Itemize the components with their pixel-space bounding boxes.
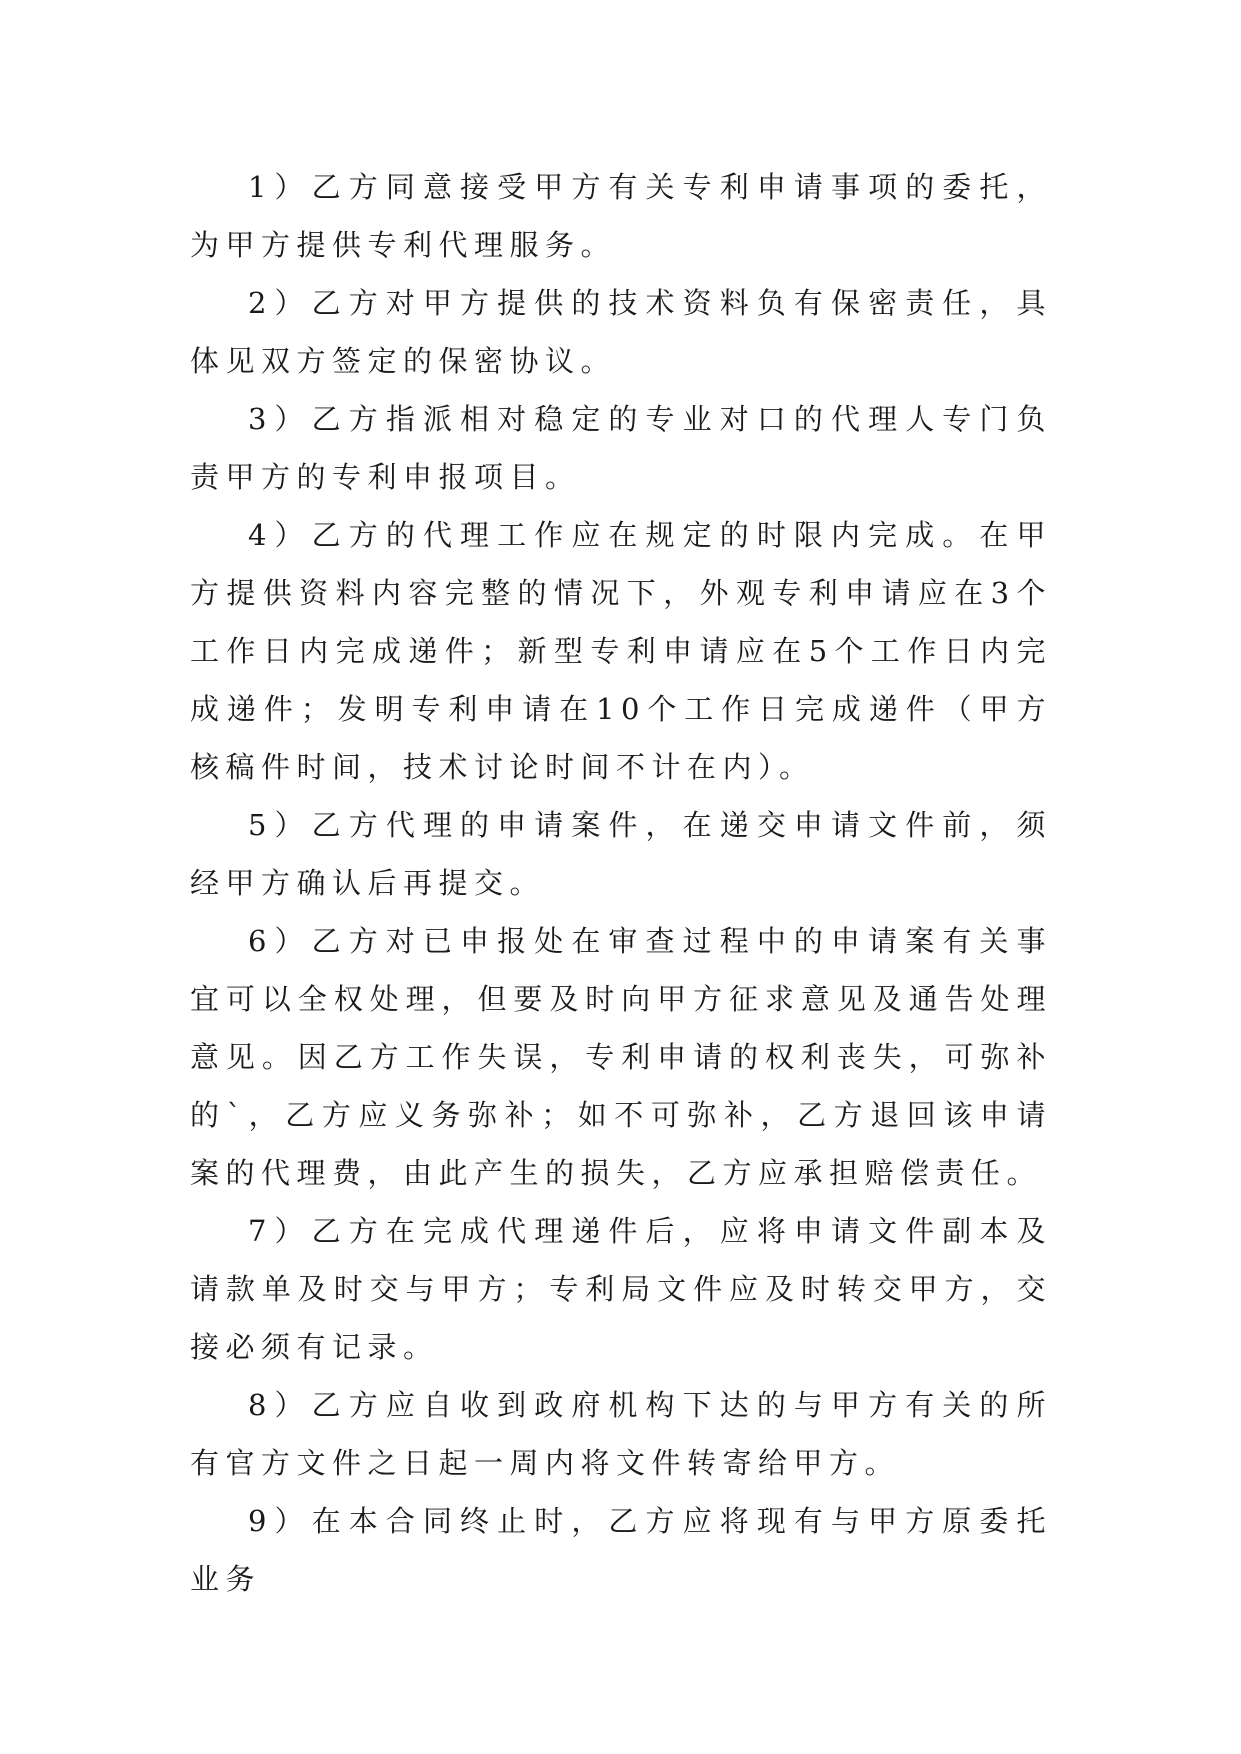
clause-8: 8）乙方应自收到政府机构下达的与甲方有关的所有官方文件之日起一周内将文件转寄给甲方。: [190, 1388, 1052, 1480]
clause-9: 9）在本合同终止时，乙方应将现有与甲方原委托业务: [190, 1504, 1052, 1596]
clause-4: 4）乙方的代理工作应在规定的时限内完成。在甲方提供资料内容完整的情况下，外观专利申请应在3个工作日内完成递件；新型专利申请应在5个工作日内完成递件；发明专利申请在10个工作日完成递件（甲方核稿件时间，技术讨论时间不计在内）。: [190, 518, 1052, 784]
clause-7: 7）乙方在完成代理递件后，应将申请文件副本及请款单及时交与甲方；专利局文件应及时转交甲方，交接必须有记录。: [190, 1214, 1052, 1364]
clause-3: 3）乙方指派相对稳定的专业对口的代理人专门负责甲方的专利申报项目。: [190, 402, 1052, 494]
clause-6: 6）乙方对已申报处在审查过程中的申请案有关事宜可以全权处理，但要及时向甲方征求意见及通告处理意见。因乙方工作失误，专利申请的权利丧失，可弥补的`，乙方应义务弥补；如不可弥补，乙方退回该申请案的代理费，由此产生的损失，乙方应承担赔偿责任。: [190, 924, 1052, 1190]
document-body: [190, 158, 1052, 1608]
clause-1: 1）乙方同意接受甲方有关专利申请事项的委托，为甲方提供专利代理服务。: [190, 170, 1052, 262]
clause-5: 5）乙方代理的申请案件，在递交申请文件前，须经甲方确认后再提交。: [190, 808, 1052, 900]
clause-2: 2）乙方对甲方提供的技术资料负有保密责任，具体见双方签定的保密协议。: [190, 286, 1052, 378]
